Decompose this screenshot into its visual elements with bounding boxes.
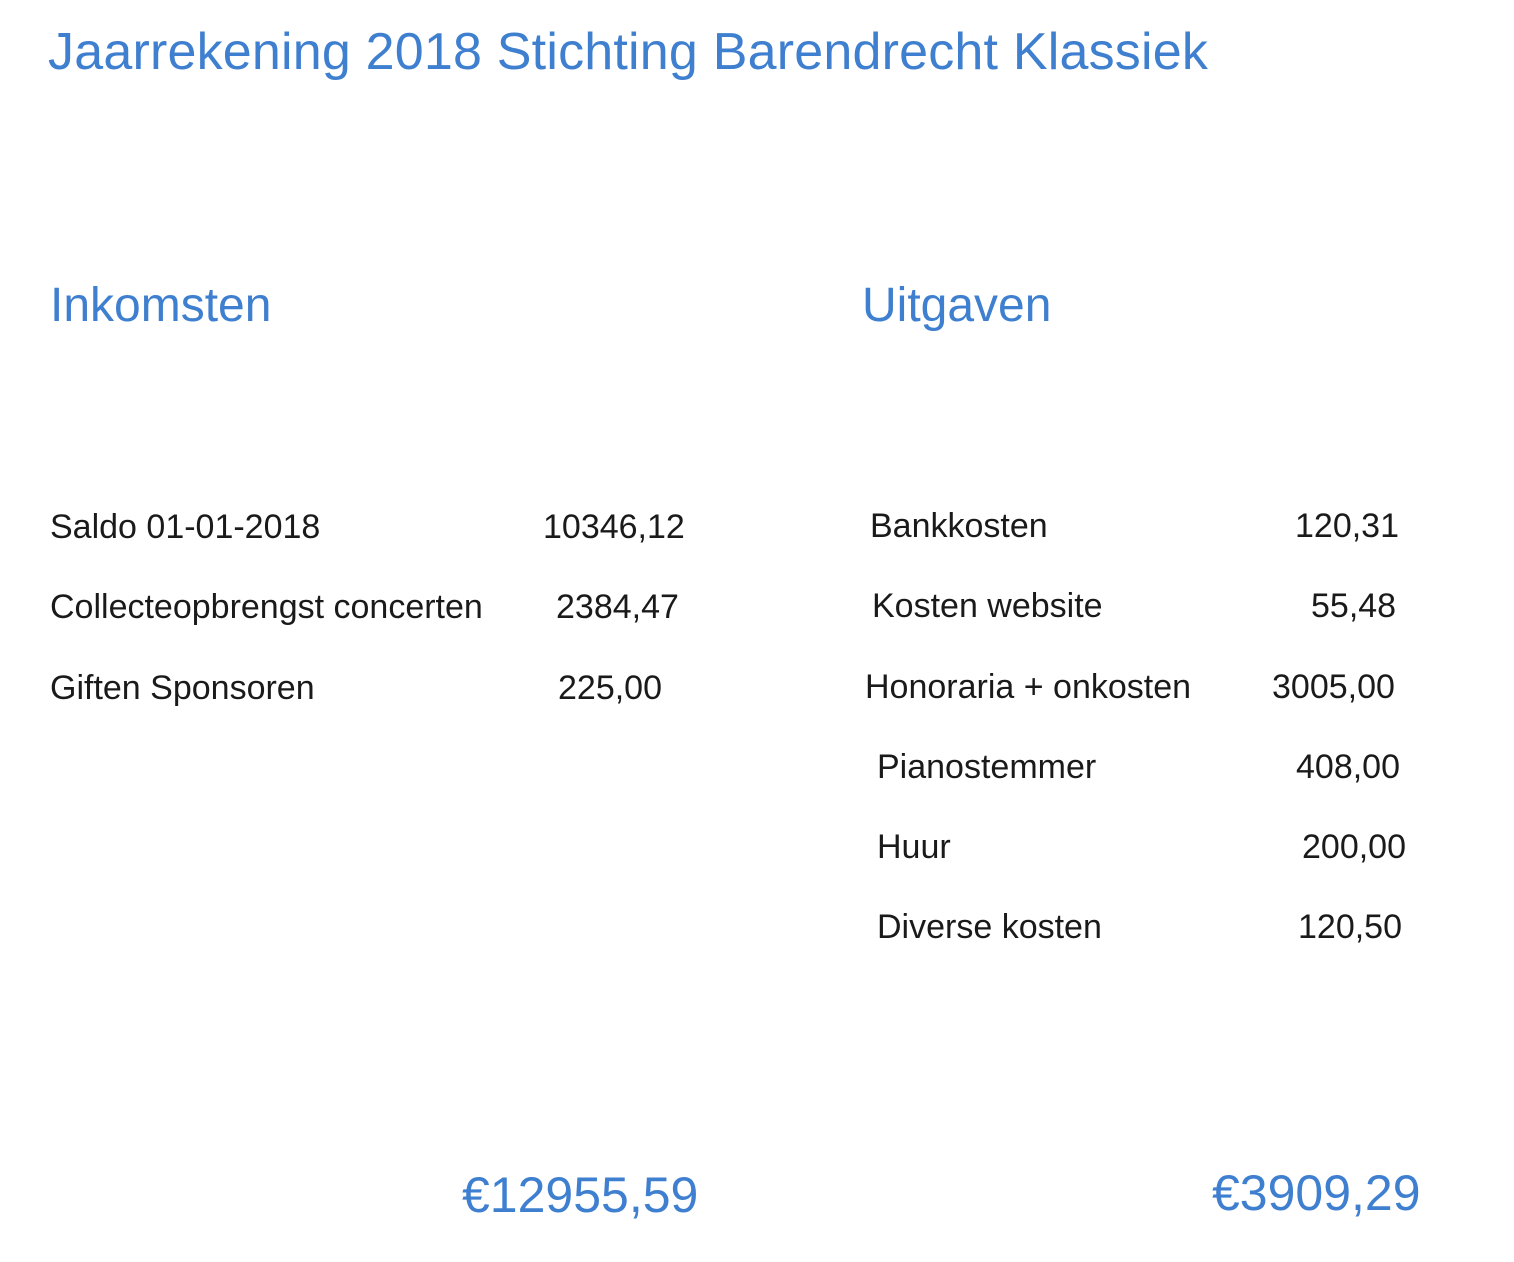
expense-amount-bankkosten: 120,31 bbox=[1295, 507, 1399, 545]
income-heading: Inkomsten bbox=[50, 279, 272, 332]
income-amount-giften: 225,00 bbox=[558, 669, 662, 707]
expense-amount-pianostemmer: 408,00 bbox=[1296, 748, 1400, 786]
income-label-giften: Giften Sponsoren bbox=[50, 669, 315, 707]
income-total: €12955,59 bbox=[462, 1167, 699, 1223]
page-title: Jaarrekening 2018 Stichting Barendrecht Klassiek bbox=[48, 23, 1209, 81]
expense-amount-diverse: 120,50 bbox=[1298, 908, 1402, 946]
expense-amount-honoraria: 3005,00 bbox=[1272, 668, 1395, 706]
expenses-total: €3909,29 bbox=[1212, 1165, 1421, 1221]
income-amount-collecte: 2384,47 bbox=[556, 588, 679, 626]
expenses-heading: Uitgaven bbox=[862, 279, 1052, 332]
income-label-collecte: Collecteopbrengst concerten bbox=[50, 588, 483, 626]
expense-label-bankkosten: Bankkosten bbox=[870, 507, 1048, 545]
income-label-saldo: Saldo 01-01-2018 bbox=[50, 508, 321, 546]
expense-label-honoraria: Honoraria + onkosten bbox=[865, 668, 1192, 706]
expense-label-pianostemmer: Pianostemmer bbox=[877, 748, 1097, 786]
expense-amount-website: 55,48 bbox=[1311, 587, 1397, 625]
expense-label-huur: Huur bbox=[877, 828, 951, 866]
expense-label-website: Kosten website bbox=[872, 587, 1103, 625]
expense-label-diverse: Diverse kosten bbox=[877, 908, 1102, 946]
expense-amount-huur: 200,00 bbox=[1302, 828, 1406, 866]
income-amount-saldo: 10346,12 bbox=[543, 508, 685, 546]
